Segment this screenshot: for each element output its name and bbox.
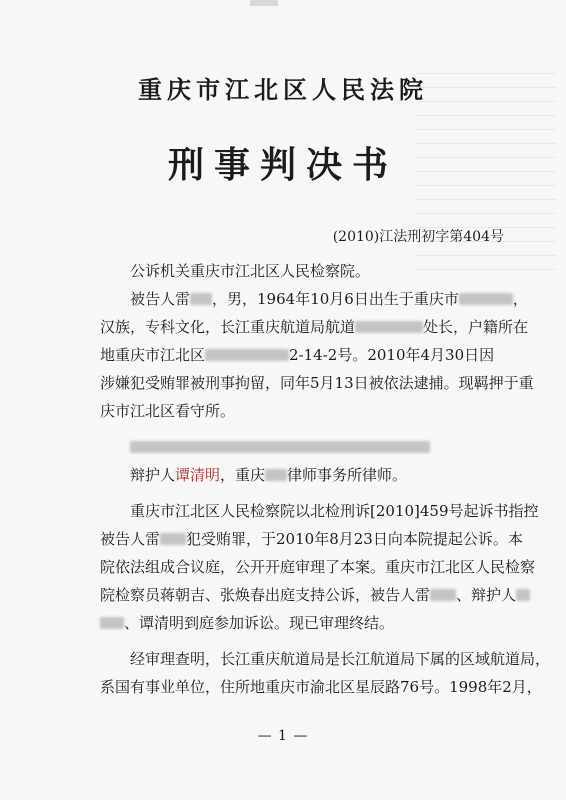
defendant-line-2: 汉族，专科文化，长江重庆航道局航道 处长，户籍所在	[100, 318, 529, 336]
scan-mark	[250, 0, 278, 6]
redacted-text	[190, 293, 212, 305]
redacted-text	[130, 441, 430, 453]
redacted-line	[100, 433, 518, 461]
proceedings-line-1: 重庆市江北区人民检察院以北检刑诉[2010]459号起诉书指控	[130, 502, 539, 520]
page-number: — 1 —	[257, 728, 309, 744]
redacted-text	[430, 589, 456, 601]
redacted-text	[516, 589, 530, 601]
court-name: 重庆市江北区人民法院	[138, 75, 428, 104]
document-body	[100, 257, 551, 701]
redacted-text	[355, 321, 423, 333]
findings-line-1: 经审理查明，长江重庆航道局是长江航道局下属的区域航道局，	[130, 650, 551, 668]
proceedings-line-5: 、谭清明到庭参加诉讼。现已审理终结。	[100, 609, 518, 637]
redacted-text	[205, 349, 289, 361]
redacted-text	[160, 533, 186, 545]
prosecutor-line: 公诉机关重庆市江北区人民检察院。	[130, 262, 371, 280]
defendant-line-1: 被告人雷 ，男，1964年10月6日出生于重庆市 ，	[130, 290, 528, 308]
proceedings-line-4: 院检察员蒋朝吉、张焕春出庭支持公诉，被告人雷 、辩护人	[100, 581, 518, 609]
redacted-text	[100, 617, 124, 629]
redacted-text	[459, 293, 513, 305]
proceedings-line-3: 院依法组成合议庭，公开开庭审理了本案。重庆市江北区人民检察	[100, 558, 536, 576]
defender-name: 谭清明	[175, 466, 221, 484]
findings-line-2: 系国有事业单位，住所地重庆市渝北区星辰路76号。1998年2月，	[100, 678, 542, 696]
case-number: (2010)江法刑初字第404号	[332, 229, 504, 245]
proceedings-line-2: 被告人雷 犯受贿罪，于2010年8月23日向本院提起公诉。本	[100, 530, 523, 548]
defendant-line-4: 涉嫌犯受贿罪被刑事拘留，同年5月13日被依法逮捕。现羁押于重	[100, 374, 534, 392]
defendant-line-5: 庆市江北区看守所。	[100, 402, 236, 420]
redacted-text	[265, 469, 287, 481]
defendant-line-3: 地重庆市江北区 2-14-2号。2010年4月30日因	[100, 346, 495, 364]
defender-line: 辩护人谭清明，重庆 律师事务所律师。	[130, 466, 408, 484]
document-title: 刑事判决书	[167, 144, 398, 186]
